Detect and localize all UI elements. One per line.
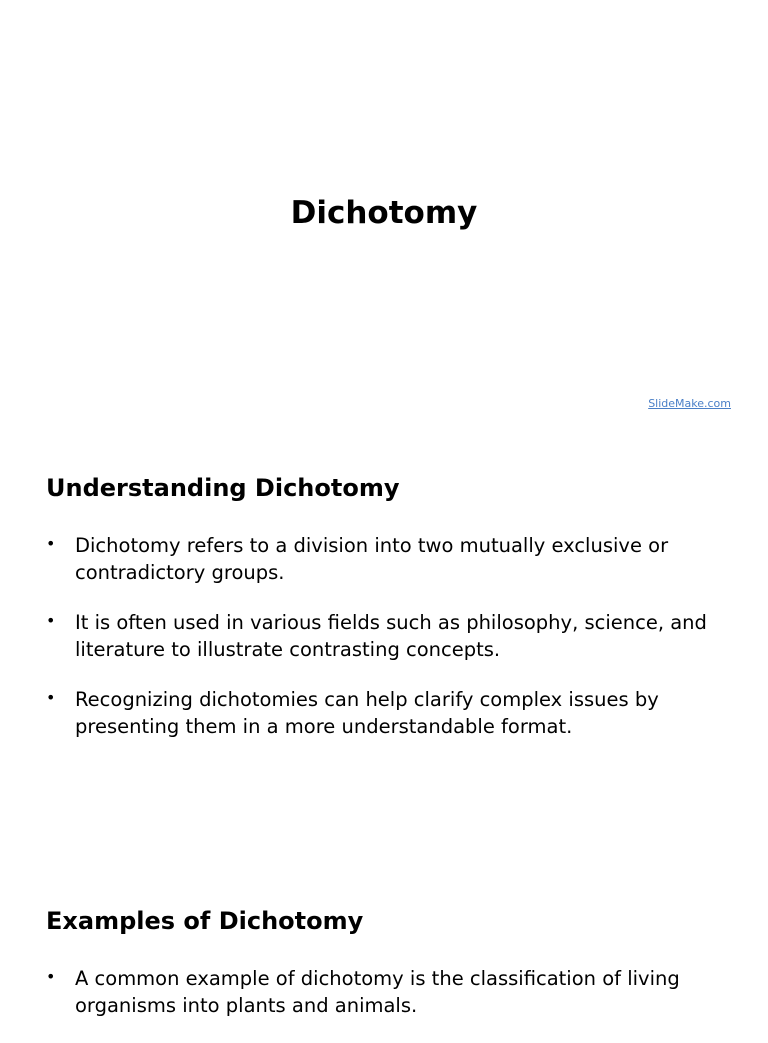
list-item: [46, 610, 736, 663]
bullet-text: Recognizing dichotomies can help clarify complex issues by presenting them in a more understandable format.: [75, 688, 659, 738]
bullet-text: A common example of dichotomy is the classification of living organisms into plants and animals.: [75, 967, 680, 1017]
list-item: [46, 687, 736, 740]
bullet-list-examples: [46, 966, 736, 1043]
list-item: [46, 533, 736, 586]
bullet-icon: •: [46, 611, 56, 630]
list-item: [46, 966, 736, 1019]
section-heading-understanding: Understanding Dichotomy: [46, 474, 400, 502]
bullet-icon: •: [46, 534, 56, 553]
bullet-icon: •: [46, 967, 56, 986]
slidemake-link[interactable]: SlideMake.com: [648, 397, 731, 410]
bullet-text: It is often used in various fields such as philosophy, science, and literature to illustrate contrasting concepts.: [75, 611, 707, 661]
section-heading-examples: Examples of Dichotomy: [46, 907, 364, 935]
slide-title: Dichotomy: [290, 195, 478, 231]
bullet-list-understanding: [46, 533, 736, 764]
bullet-text: Dichotomy refers to a division into two mutually exclusive or contradictory groups.: [75, 534, 669, 584]
bullet-icon: •: [46, 688, 56, 707]
